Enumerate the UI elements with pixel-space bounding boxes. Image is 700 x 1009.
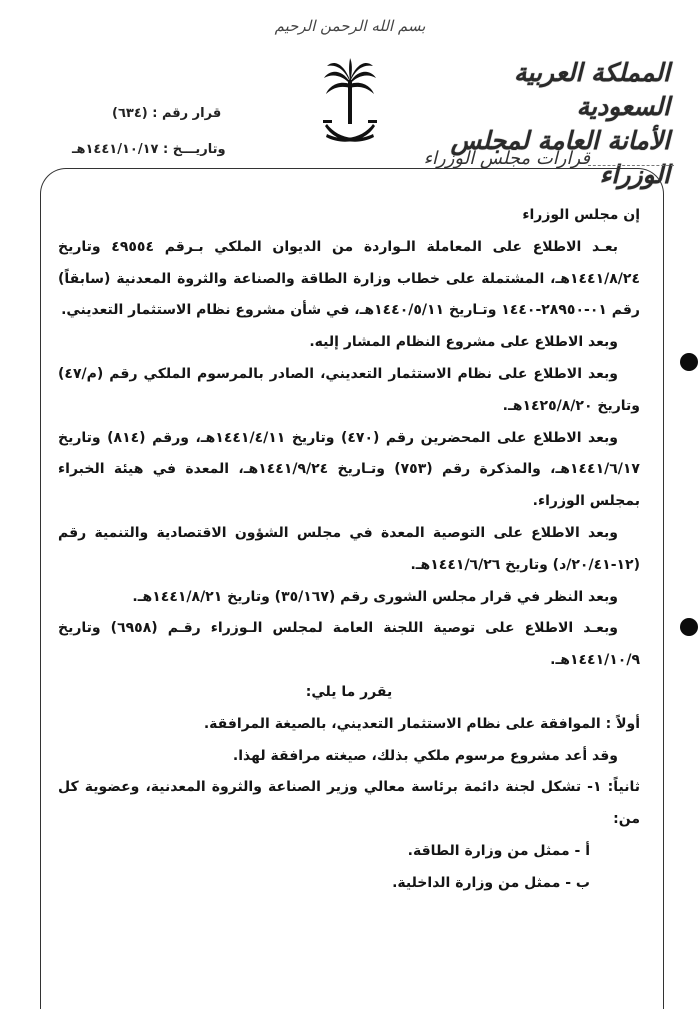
resolves-heading: يقرر ما يلي:: [305, 683, 393, 700]
recital-paragraph: وبعـد الاطلاع على توصية اللجنة العامة لمجلس الـوزراء رقـم (٦٩٥٨) وتاريخ ١٤٤١/١٠/٩هـ.: [58, 620, 640, 669]
bismillah-heading: بسم الله الرحمن الرحيم: [274, 17, 426, 35]
recital-paragraph: بعـد الاطلاع على المعاملة الـواردة من الديوان الملكي بـرقم ٤٩٥٥٤ وتاريخ ١٤٤١/٨/٢٤هـ، المشتملة على خطاب وزارة الطاقة والصناعة والثروة المعدنية (سابقاً) رقم ٠١-٢٨٩٥٠-١٤٤٠ وتـاريخ ١٤٤٠/٥/١١هـ، في شأن مشروع نظام الاستثمار التعديني.: [58, 238, 640, 319]
header-dashed-rule: [588, 165, 674, 166]
recital-paragraph: وبعد الاطلاع على التوصية المعدة في مجلس الشؤون الاقتصادية والتنمية رقم (١٢-٢٠/٤١/د) وتاريخ ١٤٤١/٦/٢٦هـ.: [58, 524, 640, 573]
decision-number: قرار رقم : (٦٣٤): [112, 106, 222, 121]
punch-hole: [680, 618, 698, 636]
decision-body: [58, 200, 640, 900]
resolution-item: أولاً : الموافقة على نظام الاستثمار التعديني، بالصيغة المرافقة.: [203, 715, 640, 732]
kingdom-name: المملكة العربية السعودية: [514, 58, 670, 121]
recital-paragraph: وبعد الاطلاع على مشروع النظام المشار إليه.: [309, 334, 618, 351]
council-decisions-label: قرارات مجلس الوزراء: [423, 148, 590, 169]
recital-paragraph: وبعد الاطلاع على المحضرين رقم (٤٧٠) وتاريخ ١٤٤١/٤/١١هـ، ورقم (٨١٤) وتاريخ ١٤٤١/٦/١٧هـ، والمذكرة رقم (٧٥٣) وتـاريخ ١٤٤١/٩/٢٤هـ، المعدة في هيئة الخبراء بمجلس الوزراء.: [58, 429, 640, 510]
committee-member-item: أ - ممثل من وزارة الطاقة.: [407, 842, 590, 859]
recital-paragraph: وبعد النظر في قرار مجلس الشورى رقم (٣٥/١٦٧) وتاريخ ١٤٤١/٨/٢١هـ.: [132, 588, 618, 605]
secretariat-name: الأمانة العامة لمجلس الوزراء: [450, 126, 670, 189]
recital-paragraph: وبعد الاطلاع على نظام الاستثمار التعديني، الصادر بالمرسوم الملكي رقم (م/٤٧) وتاريخ ١٤٢٥/٨/٢٠هـ.: [58, 365, 640, 414]
addressee-line: إن مجلس الوزراء: [522, 207, 640, 223]
committee-member-item: ب - ممثل من وزارة الداخلية.: [392, 874, 590, 891]
punch-hole: [680, 353, 698, 371]
decision-date: وتاريـــخ : ١٤٤١/١٠/١٧هـ: [72, 142, 226, 157]
resolution-item: وقد أعد مشروع مرسوم ملكي بذلك، صيغته مرافقة لهذا.: [232, 747, 618, 764]
palm-swords-emblem: [323, 58, 377, 148]
resolution-item: ثانياً: ١- تشكل لجنة دائمة برئاسة معالي وزير الصناعة والثروة المعدنية، وعضوية كل من:: [58, 779, 640, 828]
